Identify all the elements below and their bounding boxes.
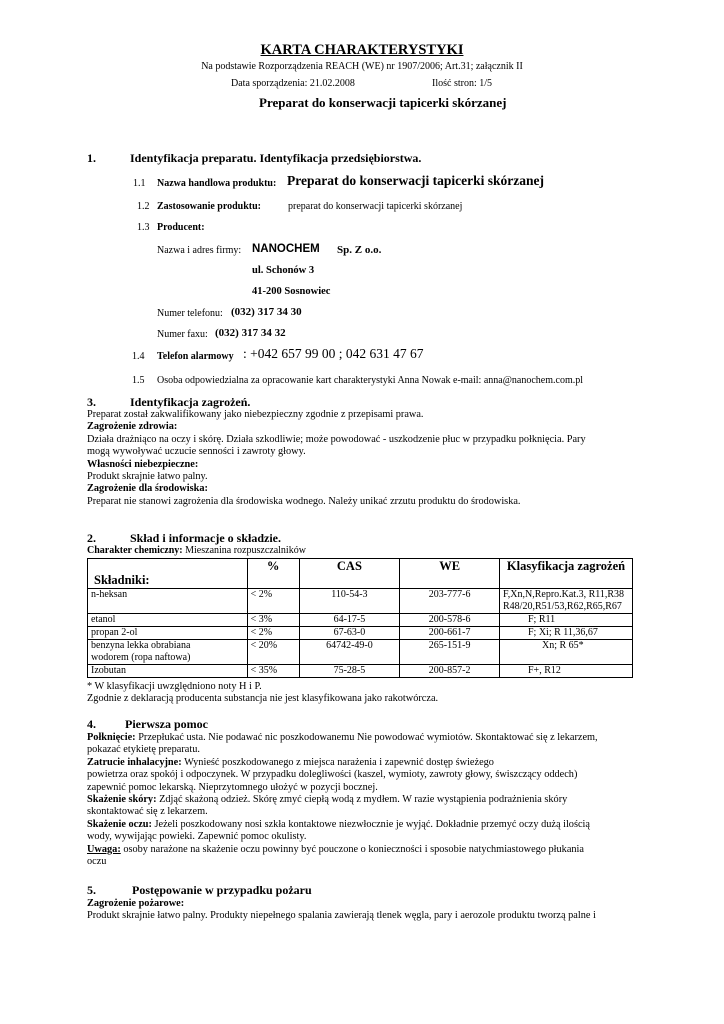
inhalation-line-2: powietrza oraz spokój i odpoczynek. W przypadku dolegliwości (kaszel, wymioty, zawroty głowy, świszczący oddech) [87,769,578,781]
section-5-title: Postępowanie w przypadku pożaru [132,883,312,897]
item-1-2-label: Zastosowanie produktu: [157,201,262,212]
composition-table [87,558,633,678]
item-1-3-label: Producent: [157,222,205,233]
header-we: WE [400,559,500,589]
component-we: 265-151-9 [400,640,500,665]
component-name-line-1: benzyna lekka obrabiana [91,640,191,651]
dangerous-properties-text: Produkt skrajnie łatwo palny. [87,471,208,483]
note-heading: Uwaga: [87,843,121,855]
inhalation-line-3: zapewnić pomoc lekarską. Nieprzytomnego ułożyć w pozycji bocznej. [87,781,378,793]
inhalation-line-1 [87,757,642,769]
section-5-number: 5. [87,883,96,897]
header-percent: % [247,559,299,589]
component-classification: F; R11 [500,614,633,627]
firm-suffix: Sp. Z o.o. [337,244,382,256]
note-text: osoby narażone na skażenie oczu powinny być pouczone o konieczności i sposobie natychmiastowego płukania [123,843,584,855]
component-percent: < 2% [247,627,299,640]
table-row [88,614,633,627]
note-h-p: * W klasyfikacji uwzględniono noty H i P. [87,681,262,692]
skin-text: Zdjąć skażoną odzież. Skórę zmyć ciepłą wodą z mydłem. W razie wystąpienia podrażnienia skóry [159,794,568,806]
phone-label: Numer telefonu: [157,308,223,319]
section-2-title: Skład i informacje o składzie. [130,531,282,545]
page-count: Ilość stron: 1/5 [432,78,492,89]
firm-name: NANOCHEM [252,243,320,255]
swallowing-line-1 [87,732,642,744]
phone-number: (032) 317 34 30 [231,306,302,318]
component-name [88,640,248,665]
component-classification: Xn; R 65* [500,640,633,665]
note-carcinogenic: Zgodnie z deklaracją producenta substancja nie jest klasyfikowana jako rakotwórcza. [87,693,439,705]
eyes-heading: Skażenie oczu: [87,818,152,830]
firm-city: 41-200 Sosnowiec [252,286,331,297]
inhalation-heading: Zatrucie inhalacyjne: [87,756,182,768]
component-percent: < 3% [247,614,299,627]
component-name: propan 2-ol [88,627,248,640]
component-name: n-heksan [88,589,248,614]
note-line-1 [87,844,642,856]
fire-hazard-heading: Zagrożenie pożarowe: [87,898,185,909]
health-line-1: Działa drażniąco na oczy i skórę. Działa szkodliwie; może powodować - uszkodzenie płuc w przypadku połknięcia. Pary [87,433,586,445]
inhalation-text: Wynieść poszkodowanego z miejsca narażenia i zapewnić dostęp świeżego [184,756,494,768]
fire-text [87,898,647,923]
environment-text: Preparat nie stanowi zagrożenia dla środowiska wodnego. Należy unikać zrzutu produktu do środowiska. [87,495,521,507]
section-4-number: 4. [87,717,96,731]
alarm-phone: : +042 657 99 00 ; 042 631 47 67 [243,346,424,361]
component-percent: < 20% [247,640,299,665]
table-row [88,640,633,665]
header-classification: Klasyfikacja zagrożeń [500,559,633,589]
component-cas: 67-63-0 [299,627,400,640]
regulation-subtitle: Na podstawie Rozporządzenia REACH (WE) nr 1907/2006; Art.31; załącznik II [201,61,523,72]
hazards-intro: Preparat został zakwalifikowany jako niebezpieczny zgodnie z przepisami prawa. [87,409,424,420]
fire-hazard-text: Produkt skrajnie łatwo palny. Produkty niepełnego spalania zawierają tlenek węgla, pary i aerozole produktu tworzą palne i [87,910,596,922]
document-title: KARTA CHARAKTERYSTYKI [260,42,464,58]
chemical-character-value: Mieszanina rozpuszczalników [185,545,306,556]
section-1-number: 1. [87,151,96,165]
skin-line-1 [87,794,642,806]
hazards-text [87,409,647,508]
chemical-character-label: Charakter chemiczny: [87,545,183,556]
section-4-title: Pierwsza pomoc [125,717,208,731]
component-classification [500,589,633,614]
item-1-2-value: preparat do konserwacji tapicerki skórzanej [288,201,463,212]
section-3-number: 3. [87,395,96,409]
item-1-2-number: 1.2 [137,201,150,212]
component-cas: 64742-49-0 [299,640,400,665]
component-classification: F; Xi; R 11,36,67 [500,627,633,640]
component-we: 203-777-6 [400,589,500,614]
section-1-title: Identyfikacja preparatu. Identyfikacja przedsiębiorstwa. [130,151,422,165]
section-2-number: 2. [87,531,96,545]
fax-label: Numer faxu: [157,329,208,340]
skin-heading: Skażenie skóry: [87,794,157,806]
swallowing-line-2: pokazać etykietę preparatu. [87,744,200,756]
health-heading: Zagrożenie zdrowia: [87,421,178,433]
swallowing-text: Przepłukać usta. Nie podawać nic poszkodowanemu Nie powodować wymiotów. Skontaktować się z lekarzem, [138,732,598,743]
skin-line-2: skontaktować się z lekarzem. [87,806,208,818]
table-row [88,665,633,678]
component-name-line-2: wodorem (ropa naftowa) [91,652,191,663]
item-1-4-number: 1.4 [132,351,145,362]
component-we: 200-578-6 [400,614,500,627]
eyes-line-2: wody, wywijając powieki. Zapewnić pomoc okulisty. [87,831,307,843]
section-3-title: Identyfikacja zagrożeń. [130,395,251,409]
environment-heading: Zagrożenie dla środowiska: [87,483,208,495]
component-classification: F+, R12 [500,665,633,678]
firm-label: Nazwa i adres firmy: [157,245,242,256]
component-we: 200-661-7 [400,627,500,640]
composition-header-row [88,559,633,589]
item-1-5-number: 1.5 [132,375,145,386]
dangerous-properties-heading: Własności niebezpieczne: [87,458,199,470]
item-1-3-number: 1.3 [137,222,150,233]
note-line-2: oczu [87,856,107,868]
header-components: Składniki: [88,559,248,589]
table-row [88,589,633,614]
firm-street: ul. Schonów 3 [252,265,315,276]
component-name: Izobutan [88,665,248,678]
component-cas: 64-17-5 [299,614,400,627]
item-1-1-label: Nazwa handlowa produktu: [157,178,277,189]
health-line-2: mogą wywoływać uczucie senności i zawroty głowy. [87,446,306,458]
eyes-text: Jeżeli poszkodowany nosi szkła kontaktowe niezwłocznie je wyjąć. Dokładnie przemyć oczy dużą ilością [154,818,590,830]
component-cas: 75-28-5 [299,665,400,678]
item-1-4-label: Telefon alarmowy [157,351,234,362]
header-cas: CAS [299,559,400,589]
item-1-1-value: Preparat do konserwacji tapicerki skórzanej [287,173,544,188]
classification-line-2: R48/20,R51/53,R62,R65,R67 [503,601,622,612]
fax-number: (032) 317 34 32 [215,327,286,339]
creation-date: Data sporządzenia: 21.02.2008 [231,78,355,89]
table-row [88,627,633,640]
product-heading: Preparat do konserwacji tapicerki skórzanej [259,95,507,110]
component-percent: < 35% [247,665,299,678]
first-aid-text [87,732,642,868]
chemical-character [87,545,306,556]
eyes-line-1 [87,819,642,831]
item-1-5-text: Osoba odpowiedzialna za opracowanie kart charakterystyki Anna Nowak e-mail: anna@nanochem.com.pl [157,375,583,386]
component-cas: 110-54-3 [299,589,400,614]
composition-notes [87,681,647,706]
component-we: 200-857-2 [400,665,500,678]
classification-line-1: F,Xn,N,Repro.Kat.3, R11,R38 [503,589,625,600]
component-name: etanol [88,614,248,627]
item-1-1-number: 1.1 [133,178,146,189]
component-percent: < 2% [247,589,299,614]
swallowing-heading: Połknięcie: [87,732,136,743]
